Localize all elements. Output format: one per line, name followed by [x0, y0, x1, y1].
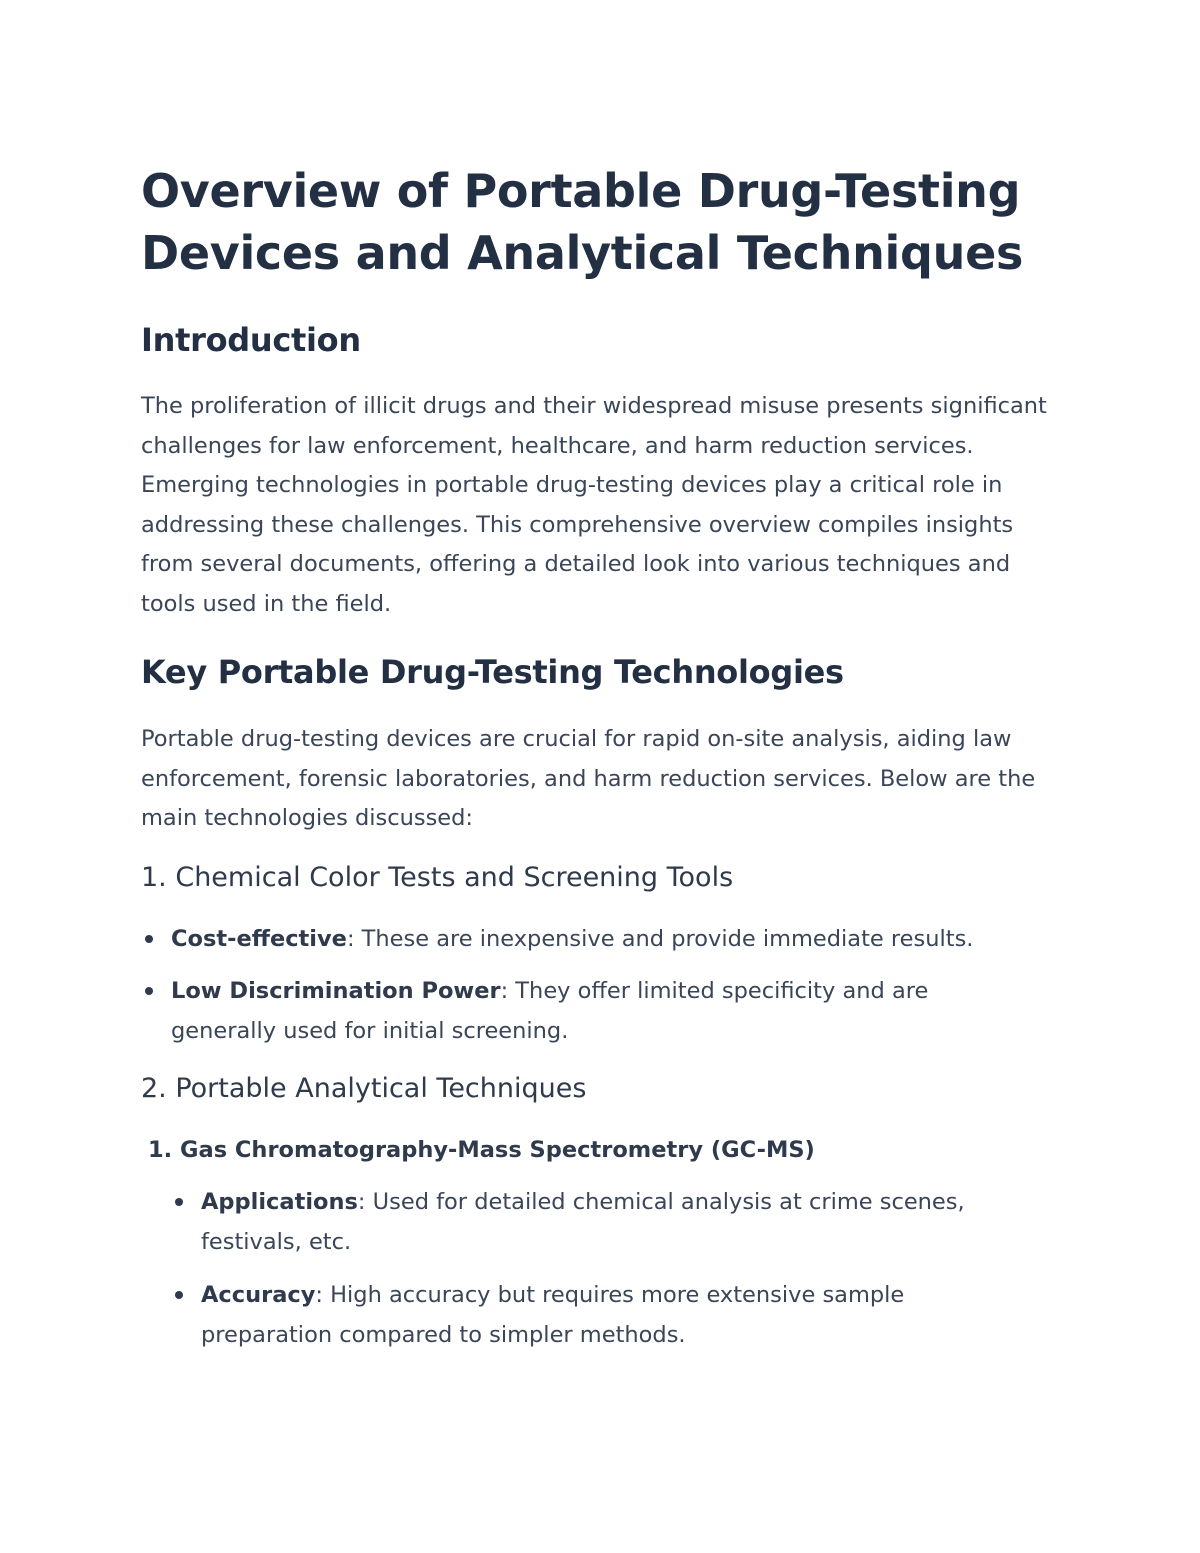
- list-item: [201, 1276, 1011, 1355]
- item-number: 1.: [148, 1137, 173, 1163]
- section1-heading: 1. Chemical Color Tests and Screening Tools: [141, 862, 734, 893]
- document-title: Overview of Portable Drug-Testing Devices and Analytical Techniques: [141, 164, 1024, 280]
- bullet-text: : High accuracy but requires more extensive sample preparation compared to simpler methods.: [201, 1282, 905, 1348]
- section2-heading: 2. Portable Analytical Techniques: [141, 1073, 587, 1104]
- bullet-text: : Used for detailed chemical analysis at crime scenes, festivals, etc.: [201, 1189, 965, 1255]
- bullet-text: : They offer limited specificity and are generally used for initial screening.: [171, 978, 929, 1044]
- key-technologies-heading: Key Portable Drug-Testing Technologies: [141, 653, 844, 691]
- bullet-term: Cost-effective: [171, 926, 347, 952]
- list-item: [171, 920, 1071, 960]
- bullet-text: : These are inexpensive and provide immediate results.: [346, 926, 974, 952]
- list-item: [201, 1183, 1031, 1262]
- introduction-paragraph: The proliferation of illicit drugs and their widespread misuse presents significant challenges for law enforcement, healthcare, and harm reduction services. Emerging technologies in portable drug-testing devices play a critical role in addressing these challenges. This comprehensive overview compiles insights from several documents, offering a detailed look into various techniques and tools used in the field.: [141, 393, 1047, 617]
- item-title: Gas Chromatography-Mass Spectrometry (GC-MS): [180, 1137, 815, 1163]
- numbered-item: [148, 1131, 815, 1171]
- list-item: [171, 972, 1011, 1051]
- bullet-term: Accuracy: [201, 1282, 316, 1308]
- introduction-heading: Introduction: [141, 321, 361, 359]
- bullet-term: Applications: [201, 1189, 358, 1215]
- bullet-icon: [175, 1198, 183, 1206]
- bullet-term: Low Discrimination Power: [171, 978, 501, 1004]
- key-technologies-paragraph: Portable drug-testing devices are crucial for rapid on-site analysis, aiding law enforcement, forensic laboratories, and harm reduction services. Below are the main technologies discussed:: [141, 726, 1036, 832]
- bullet-icon: [175, 1291, 183, 1299]
- bullet-icon: [145, 935, 153, 943]
- bullet-icon: [145, 987, 153, 995]
